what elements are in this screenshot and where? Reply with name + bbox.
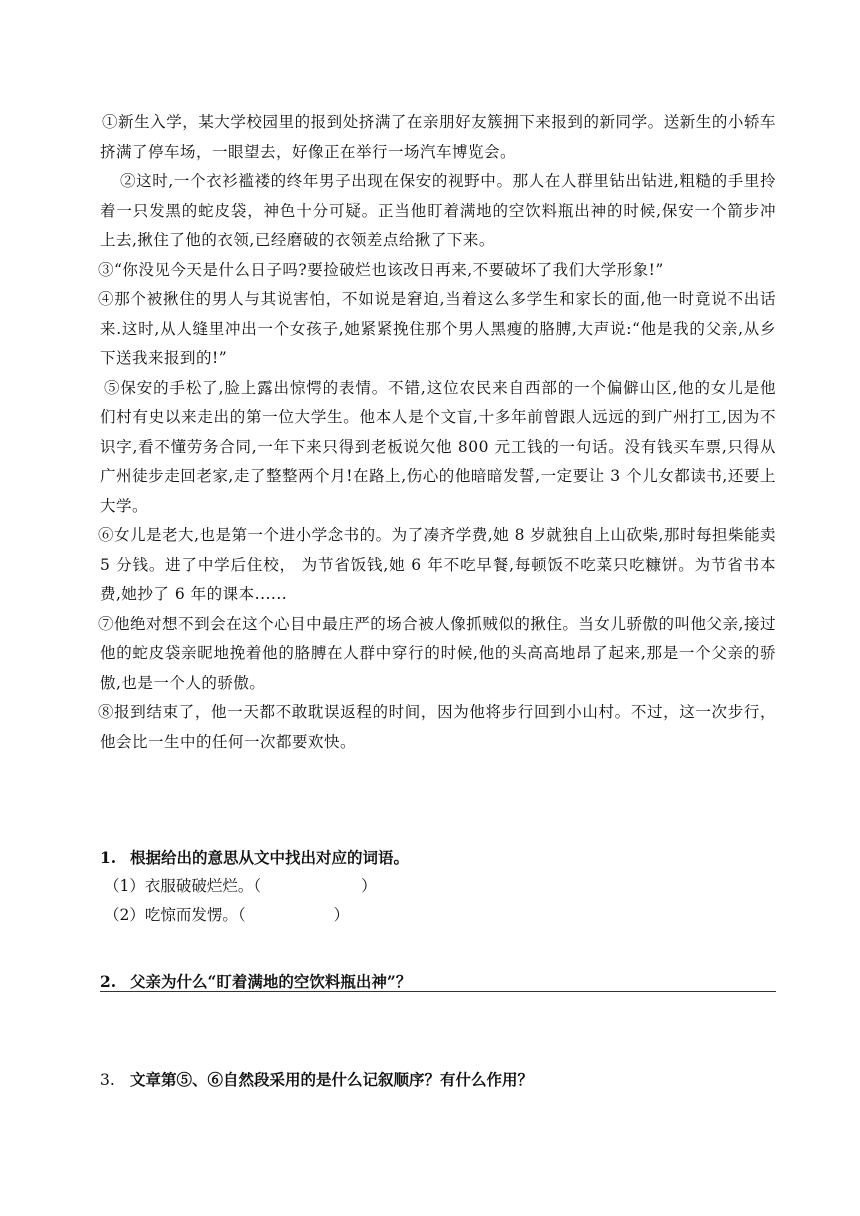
paragraph-7: ⑦他绝对想不到会在这个心目中最庄严的场合被人像抓贼似的揪住。当女儿骄傲的叫他父亲,接过他的蛇皮袋亲昵地挽着他的胳膊在人群中穿行的时候,他的头高高地昂了起来,那是一个父亲的骄傲,也是一个人的骄傲。: [98, 614, 776, 692]
question-3-title: [100, 1065, 790, 1095]
paragraph-5: ⑤保安的手松了,脸上露出惊愕的表情。不错,这位农民来自西部的一个偏僻山区,他的女儿是他们村有史以来走出的第一位大学生。他本人是个文盲,十多年前曾跟人远远的到广州打工,因为不识字,看不懂劳务合同,一年下来只得到老板说欠他 800 元工钱的一句话。没有钱买车票,只得从广州徒步走回老家,走了整整两个月!在路上,伤心的他暗暗发誓,一定要让 3 个儿女都读书,还要上大学。: [100, 378, 776, 515]
paragraph-8: ⑧报到结束了，他一天都不敢耽误返程的时间，因为他将步行回到小山村。不过，这一次步行，他会比一生中的任何一次都要欢快。: [98, 703, 776, 751]
question-3-number: 3.: [100, 1071, 115, 1089]
question-2-number: 2.: [100, 972, 117, 991]
paragraph-6: ⑥女儿是老大,也是第一个进小学念书的。为了凑齐学费,她 8 岁就独自上山砍柴,那时每担柴能卖 5 分钱。进了中学后住校， 为节省饭钱,她 6 年不吃早餐,每顿饭不吃菜只吃糠饼。为节省书本费,她抄了 6 年的课本......: [98, 526, 776, 603]
paragraph-3: ③“你没见今天是什么日子吗?要捡破烂也该改日再来,不要破坏了我们大学形象!”: [98, 260, 664, 279]
reading-passage: [100, 108, 776, 757]
question-2-text: 父亲为什么“盯着满地的空饮料瓶出神”？: [130, 972, 412, 991]
paragraph-2: ②这时,一个衣衫褴褛的终年男子出现在保安的视野中。那人在人群里钻出钻进,粗糙的手里拎着一只发黑的蛇皮袋，神色十分可疑。正当他盯着满地的空饮料瓶出神的时候,保安一个箭步冲上去,揪住了他的衣领,已经磨破的衣领差点给揪了下来。: [100, 172, 776, 249]
question-1-item-1: [100, 872, 790, 901]
paragraph-1: ①新生入学，某大学校园里的报到处挤满了在亲朋好友簇拥下来报到的新同学。送新生的小轿车挤满了停车场，一眼望去，好像正在举行一场汽车博览会。: [100, 113, 776, 161]
question-1-title: [100, 843, 790, 872]
question-1-item-1-close: ）: [361, 877, 377, 895]
question-1: [100, 843, 790, 930]
question-1-item-1-label: （1）衣服破破烂烂。（: [104, 877, 262, 895]
paragraph-4: ④那个被揪住的男人与其说害怕，不如说是窘迫,当着这么多学生和家长的面,他一时竟说不出话来.这时,从人缝里冲出一个女孩子,她紧紧挽住那个男人黑瘦的胳膊,大声说:“他是我的父亲,从乡下送我来报到的!”: [98, 290, 776, 367]
question-1-text: 根据给出的意思从文中找出对应的词语。: [130, 848, 410, 867]
question-1-item-2-close: ）: [333, 906, 350, 924]
question-1-item-2-label: （2）吃惊而发愣。（: [104, 906, 246, 924]
question-3: [100, 1065, 790, 1095]
question-3-text: 文章第⑤、⑥自然段采用的是什么记叙顺序？有什么作用？: [130, 1070, 534, 1089]
question-1-number: 1.: [100, 848, 117, 867]
question-1-item-2: [100, 901, 790, 930]
answer-line[interactable]: [100, 991, 776, 992]
